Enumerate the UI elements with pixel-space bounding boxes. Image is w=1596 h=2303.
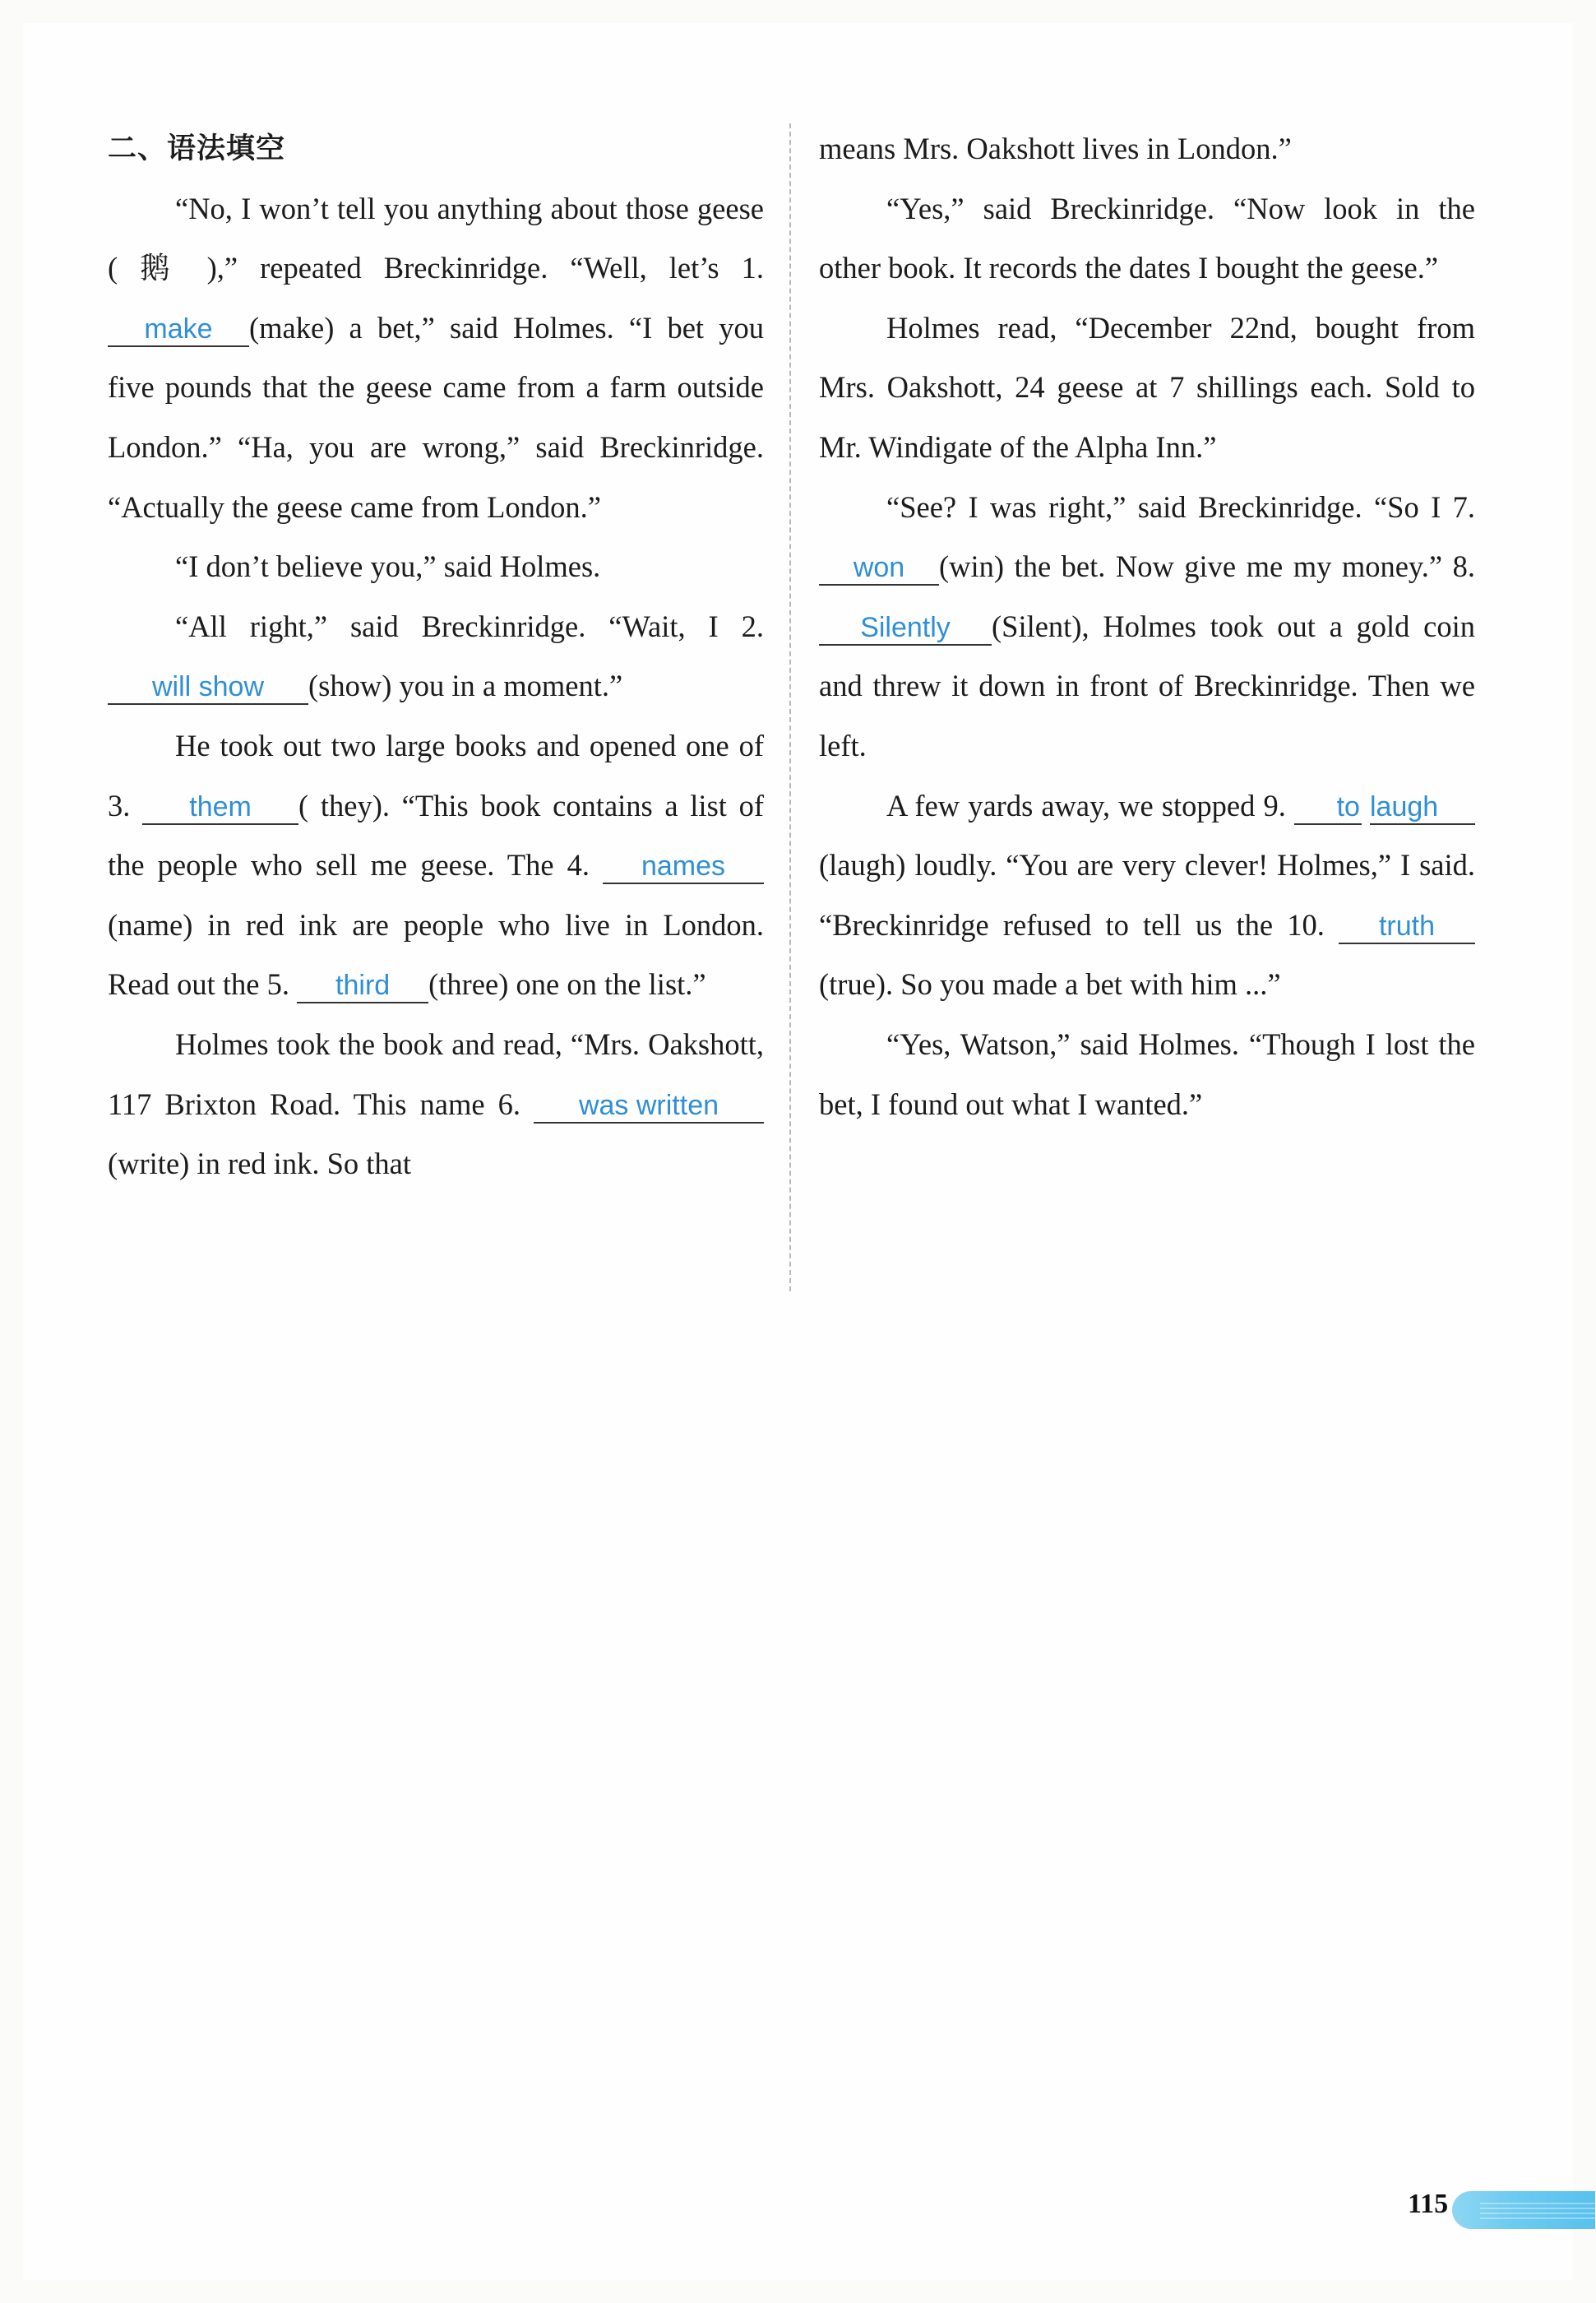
- answer-blank-4: names: [603, 850, 764, 884]
- text: He took out two large books and opened one of 3.: [108, 728, 764, 822]
- paragraph-10: [819, 776, 1475, 1015]
- paragraph-8: Holmes read, “December 22nd, bought from Mrs. Oakshott, 24 geese at 7 shillings each. Sold to Mr. Windigate of the Alpha Inn.”: [819, 310, 1475, 464]
- answer-blank-10: truth: [1339, 910, 1475, 944]
- column-divider: [789, 123, 791, 1291]
- answer-blank-5: third: [297, 969, 428, 1003]
- paragraph-6-continued: means Mrs. Oakshott lives in London.”: [819, 132, 1292, 165]
- text: (name) in red ink are people who live in London. Read out the 5.: [108, 907, 764, 1002]
- text: (laugh) loudly. “You are very clever! Holmes,” I said. “Breckinridge refused to tell us the 10.: [819, 848, 1475, 942]
- text: (three) one on the list.”: [428, 967, 706, 1002]
- left-column: [108, 119, 764, 1194]
- paragraph-5: [108, 1015, 764, 1194]
- text: Holmes took the book and read, “Mrs. Oakshott, 117 Brixton Road. This name 6.: [108, 1026, 764, 1121]
- paragraph-2: “I don’t believe you,” said Holmes.: [175, 549, 601, 584]
- text: A few yards away, we stopped 9.: [886, 788, 1294, 822]
- text: “No, I won’t tell you anything about those geese ( 鹅 ),” repeated Breckinridge. “Well, let’s 1.: [108, 191, 764, 285]
- paragraph-7: “Yes,” said Breckinridge. “Now look in the other book. It records the dates I bought the geese.”: [819, 191, 1475, 285]
- text: “All right,” said Breckinridge. “Wait, I 2.: [175, 609, 764, 643]
- paragraph-9: [819, 478, 1475, 776]
- answer-blank-9b: laugh: [1370, 790, 1475, 825]
- answer-blank-1: make: [108, 313, 249, 347]
- answer-blank-8: Silently: [819, 611, 992, 646]
- text: (write) in red ink. So that: [108, 1147, 411, 1181]
- paragraph-1: [108, 179, 764, 538]
- answer-blank-2: will show: [108, 670, 308, 705]
- paragraph-3: [108, 597, 764, 716]
- text: (win) the bet. Now give me my money.” 8.: [939, 549, 1475, 584]
- answer-blank-7: won: [819, 551, 939, 586]
- paragraph-4: [108, 716, 764, 1015]
- text: “See? I was right,” said Breckinridge. “So I 7.: [886, 489, 1475, 524]
- text: (true). So you made a bet with him ...”: [819, 967, 1281, 1002]
- answer-blank-6: was written: [534, 1089, 764, 1124]
- text: ( they). “This book contains a list of the people who sell me geese. The 4.: [108, 788, 764, 883]
- page-number: 115: [1408, 2189, 1449, 2219]
- answer-blank-9a: to: [1294, 790, 1362, 825]
- text: (show) you in a moment.”: [308, 669, 623, 703]
- text: (make) a bet,” said Holmes. “I bet you five pounds that the geese came from a farm outside London.” “Ha, you are wrong,” said Breckinridge. “Actually the geese came from London.”: [108, 310, 764, 524]
- text: (Silent), Holmes took out a gold coin and threw it down in front of Breckinridge. Then we left.: [819, 609, 1475, 762]
- answer-blank-3: them: [142, 790, 298, 825]
- page-tab-stripes: [1480, 2201, 1595, 2219]
- paragraph-11: “Yes, Watson,” said Holmes. “Though I lost the bet, I found out what I wanted.”: [819, 1026, 1475, 1121]
- right-column: [819, 119, 1475, 1134]
- section-heading: 二、语法填空: [108, 132, 286, 165]
